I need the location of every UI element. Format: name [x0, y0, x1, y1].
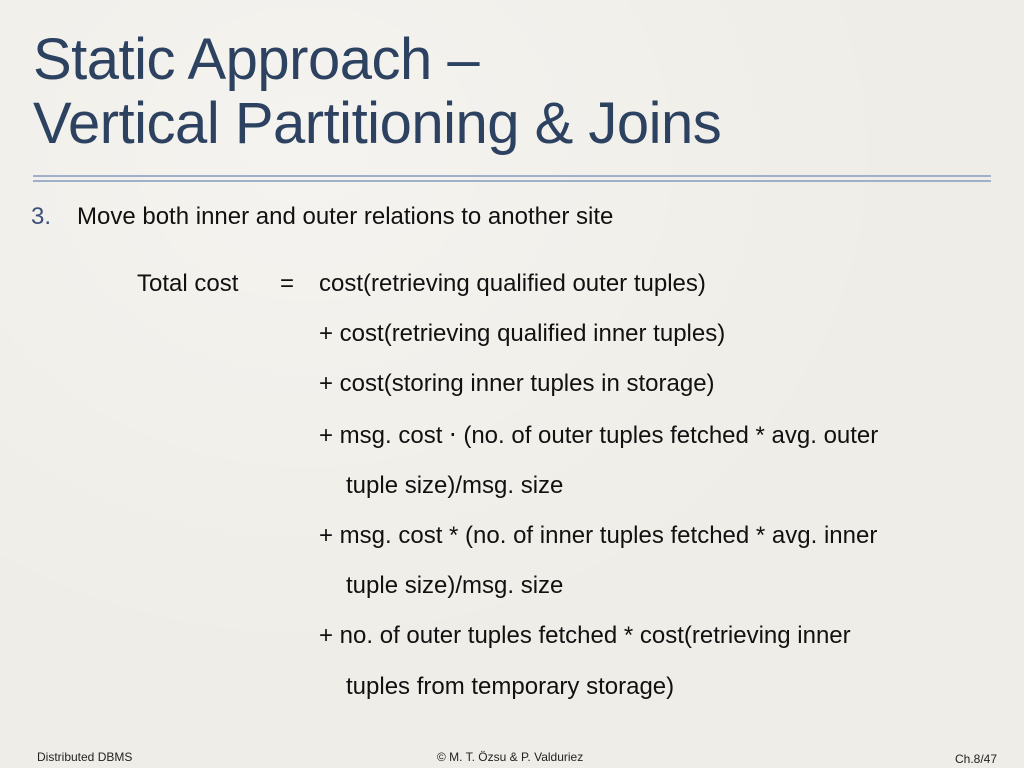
slide-title-line-2: Vertical Partitioning & Joins: [33, 91, 722, 156]
formula-line: + no. of outer tuples fetched * cost(retrieving inner: [319, 622, 851, 649]
title-divider-bottom: [33, 180, 991, 182]
formula-line-continuation: tuples from temporary storage): [346, 673, 675, 700]
formula-label: Total cost: [137, 270, 239, 297]
title-divider-top: [33, 175, 991, 177]
footer-course: Distributed DBMS: [37, 750, 133, 764]
point-number: 3.: [31, 203, 52, 230]
formula-line: + cost(storing inner tuples in storage): [319, 370, 715, 397]
formula-line: + msg. cost ⋅ (no. of outer tuples fetched * avg. outer: [319, 422, 879, 449]
formula-line: cost(retrieving qualified outer tuples): [319, 270, 706, 297]
footer-copyright: © M. T. Özsu & P. Valduriez: [437, 750, 584, 764]
formula-line-continuation: tuple size)/msg. size: [346, 572, 564, 599]
formula-line: + cost(retrieving qualified inner tuples): [319, 320, 726, 347]
formula-line: + msg. cost * (no. of inner tuples fetched * avg. inner: [319, 522, 878, 549]
footer-page-number: Ch.8/47: [955, 752, 998, 766]
slide-title-line-1: Static Approach –: [33, 27, 480, 92]
formula-line-continuation: tuple size)/msg. size: [346, 472, 564, 499]
point-text: Move both inner and outer relations to another site: [77, 203, 614, 230]
numbered-point: [31, 203, 613, 231]
slide-title: [33, 28, 993, 156]
formula-equals: =: [280, 270, 295, 297]
